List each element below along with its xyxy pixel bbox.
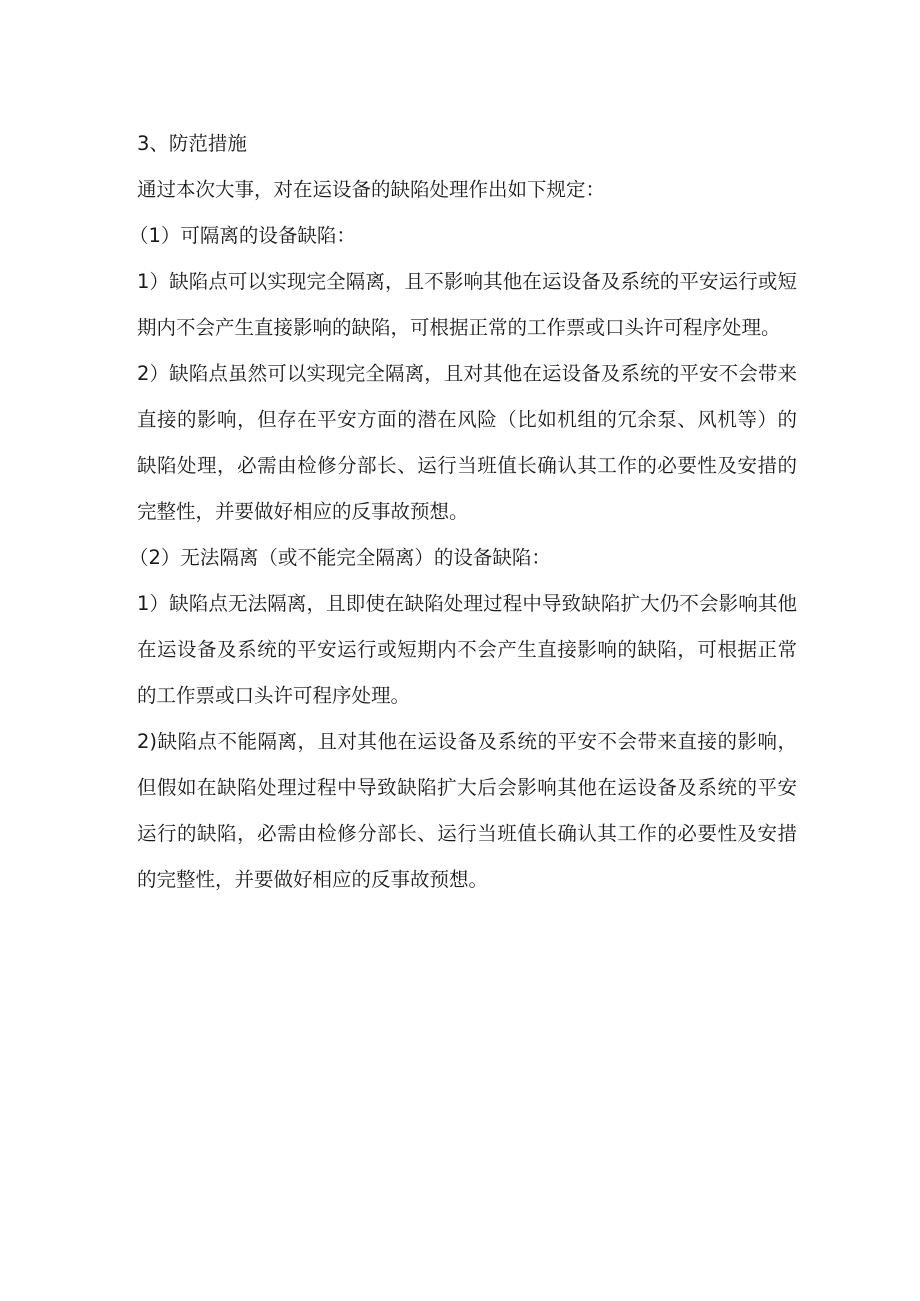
subsection-1-item-2: 2）缺陷点虽然可以实现完全隔离，且对其他在运设备及系统的平安不会带来直接的影响，但存在平安方面的潜在风险（比如机组的冗余泵、风机等）的缺陷处理，必需由检修分部长、运行当班值长确认其工作的必要性及安措的完整性，并要做好相应的反事故预想。 [137, 362, 797, 523]
subsection-1-item-1: 1）缺陷点可以实现完全隔离，且不影响其他在运设备及系统的平安运行或短期内不会产生直接影响的缺陷，可根据正常的工作票或口头许可程序处理。 [137, 270, 797, 339]
subsection-2-heading: （2）无法隔离（或不能完全隔离）的设备缺陷： [129, 546, 551, 569]
subsection-2-item-1: 1）缺陷点无法隔离，且即使在缺陷处理过程中导致缺陷扩大仍不会影响其他在运设备及系统的平安运行或短期内不会产生直接影响的缺陷，可根据正常的工作票或口头许可程序处理。 [137, 592, 797, 707]
intro-paragraph: 通过本次大事，对在运设备的缺陷处理作出如下规定： [137, 178, 606, 201]
subsection-1-heading: （1）可隔离的设备缺陷： [129, 224, 356, 247]
document-body [129, 121, 797, 903]
section-heading: 3、防范措施 [137, 132, 247, 155]
subsection-2-item-2: 2)缺陷点不能隔离，且对其他在运设备及系统的平安不会带来直接的影响，但假如在缺陷处理过程中导致缺陷扩大后会影响其他在运设备及系统的平安运行的缺陷，必需由检修分部长、运行当班值长确认其工作的必要性及安措的完整性，并要做好相应的反事故预想。 [137, 730, 797, 891]
